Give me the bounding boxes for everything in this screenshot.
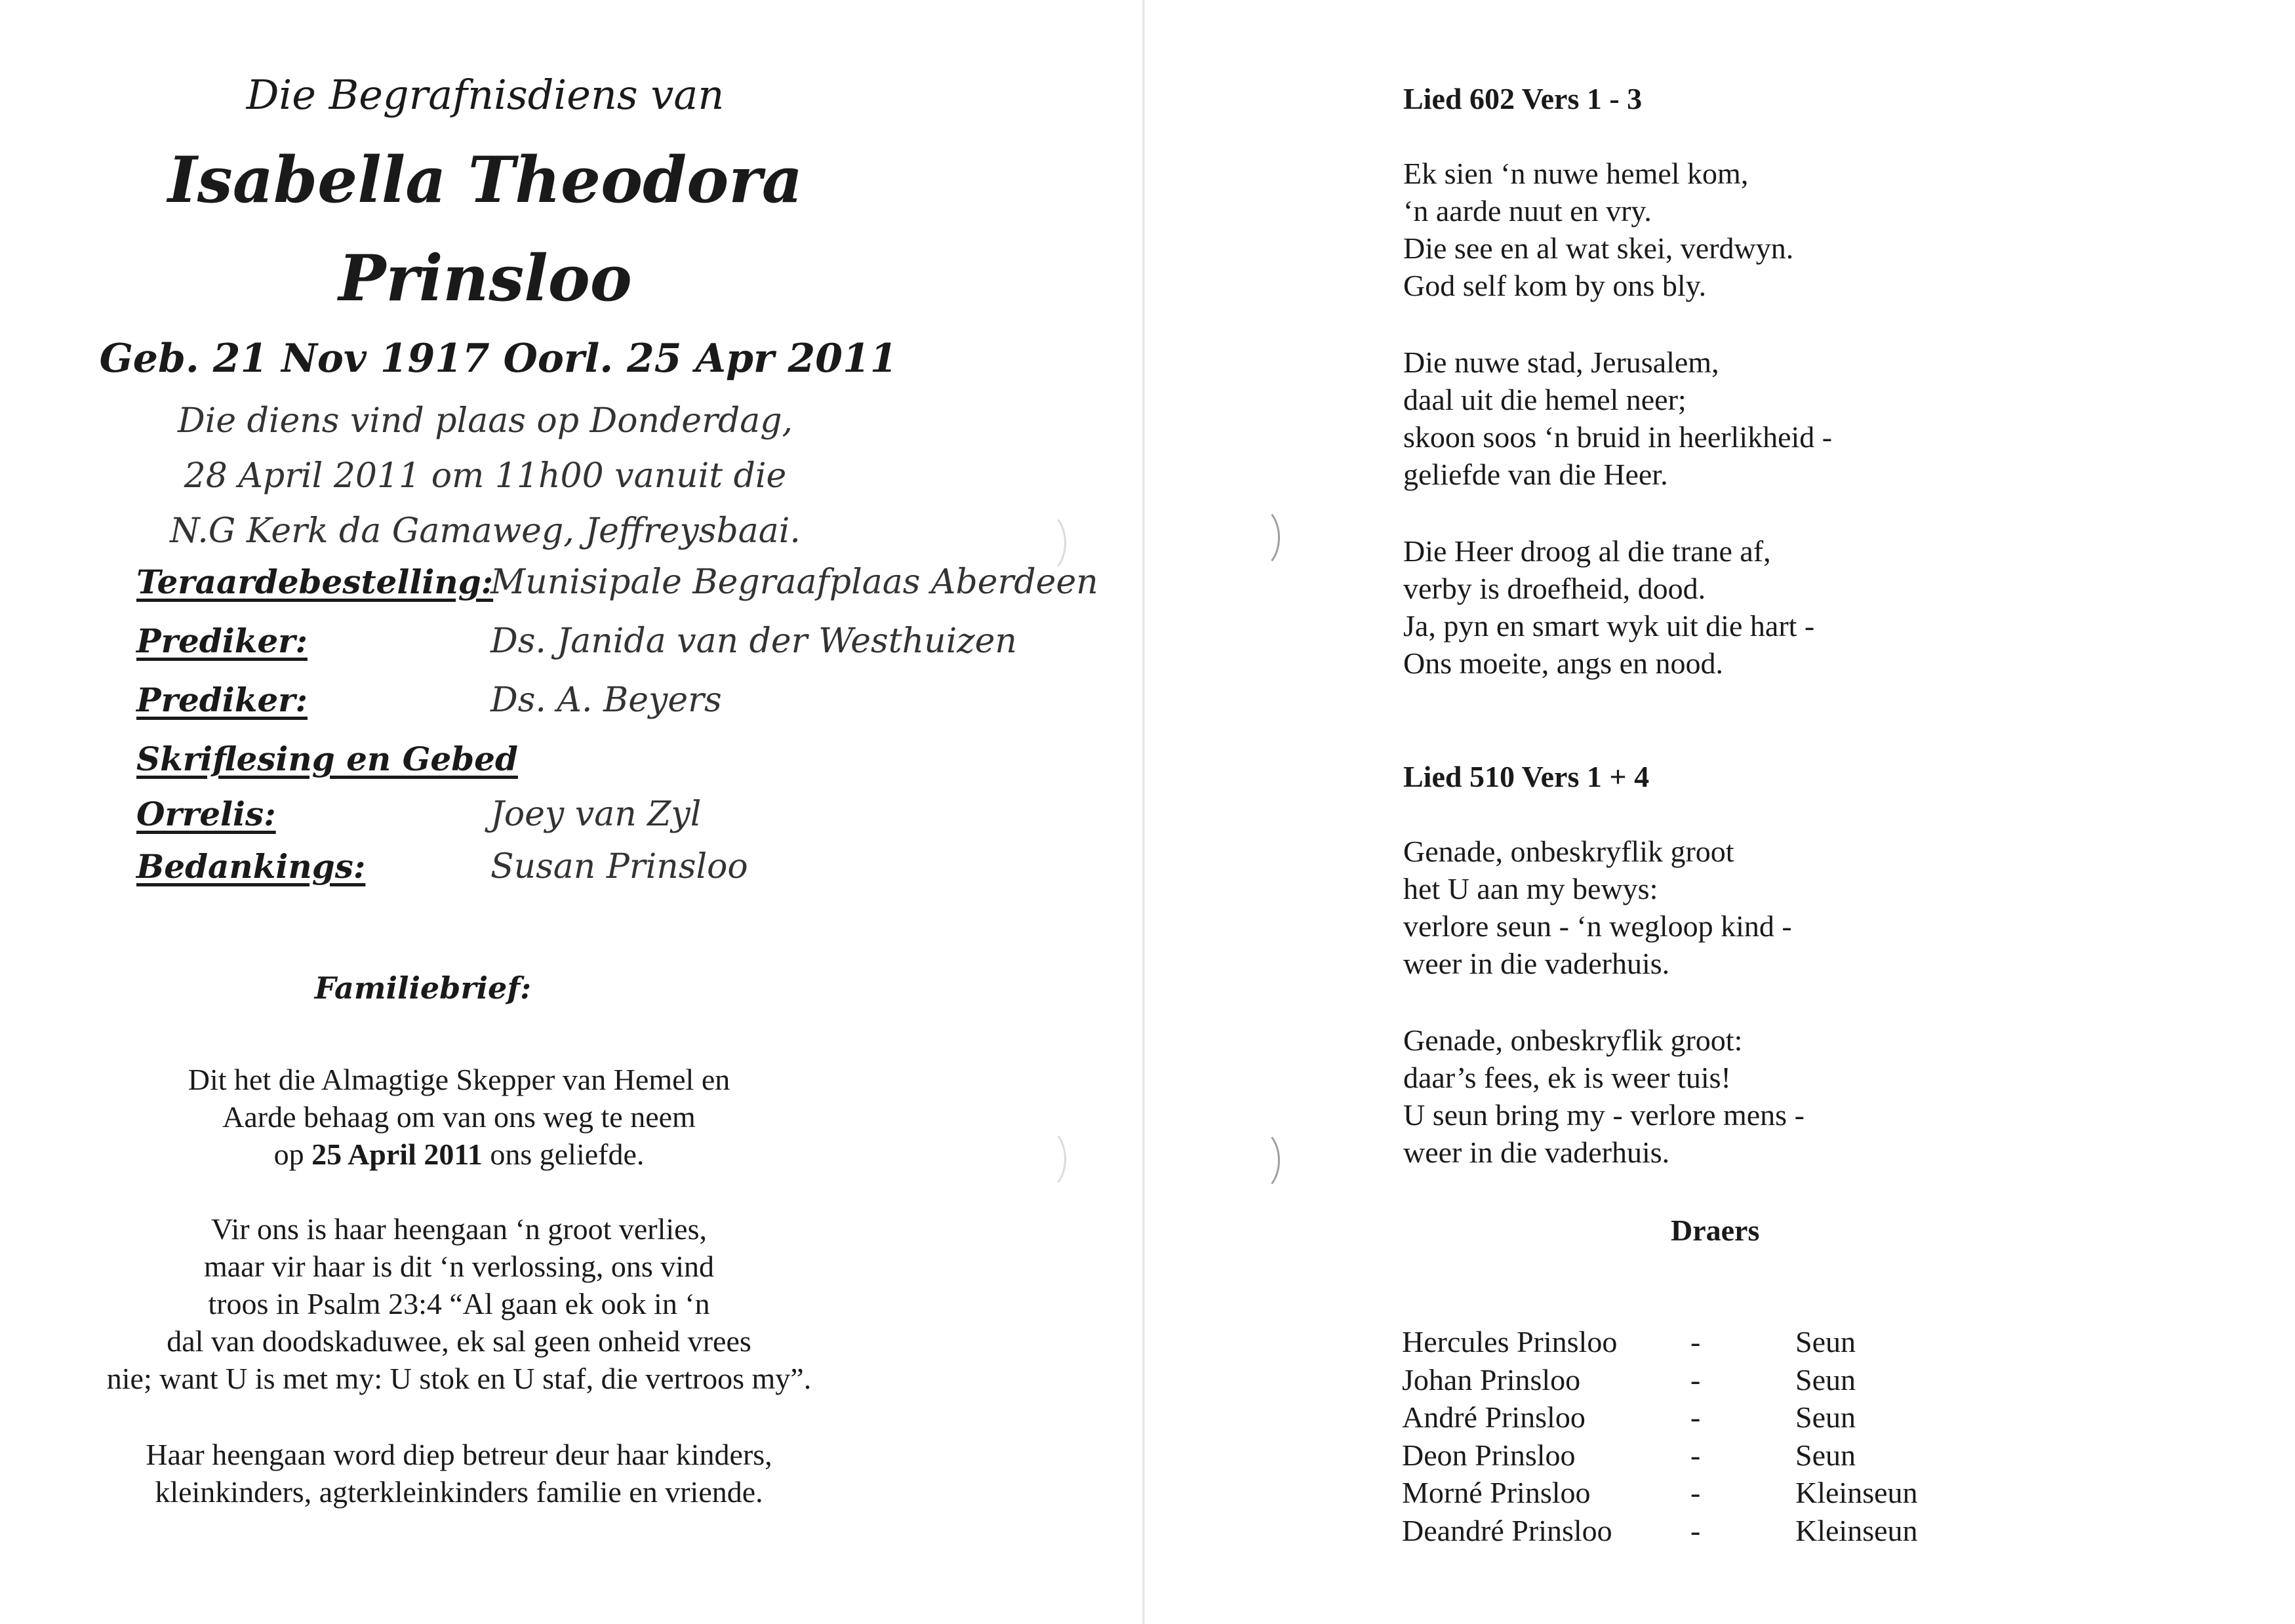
- bearer-name: Hercules Prinsloo: [1402, 1325, 1618, 1358]
- text-span: ons geliefde.: [482, 1138, 645, 1171]
- verse-line: Die Heer droog al die trane af,: [1403, 534, 1771, 568]
- bearers-heading: Draers: [1671, 1214, 1760, 1247]
- family-paragraph-1: [0, 1061, 918, 1173]
- paragraph-line: Dit het die Almagtige Skepper van Hemel en: [188, 1063, 730, 1096]
- song-verse: [1403, 344, 1832, 493]
- left-page: [0, 0, 1142, 1624]
- paragraph-line: troos in Psalm 23:4 “Al gaan ek ook in ‘n: [208, 1287, 710, 1320]
- bearer-relation: Seun: [1795, 1362, 1856, 1396]
- deceased-name-line1: Isabella Theodora: [167, 143, 803, 217]
- role-value: Ds. A. Beyers: [490, 681, 722, 720]
- verse-line: ‘n aarde nuut en vry.: [1403, 194, 1652, 228]
- bearer-relation: Kleinseun: [1795, 1476, 1918, 1509]
- paragraph-line: Haar heengaan word diep betreur deur haar kinders,: [146, 1438, 772, 1471]
- role-value: Ds. Janida van der Westhuizen: [490, 622, 1017, 661]
- verse-line: Ja, pyn en smart wyk uit die hart -: [1403, 609, 1815, 643]
- verse-line: Die see en al wat skei, verdwyn.: [1403, 231, 1794, 265]
- paragraph-line: nie; want U is met my: U stok en U staf, die vertroos my”.: [106, 1362, 812, 1395]
- verse-line: verby is droefheid, dood.: [1403, 572, 1706, 605]
- bearer-separator: -: [1690, 1325, 1701, 1358]
- punch-hole-mark: [1237, 506, 1280, 569]
- service-line: Die diens vind plaas op Donderdag,: [177, 401, 793, 441]
- bearer-separator: -: [1690, 1476, 1701, 1509]
- verse-line: het U aan my bewys:: [1403, 872, 1658, 905]
- family-letter-heading: Familiebrief:: [314, 970, 532, 1006]
- verse-line: weer in die vaderhuis.: [1403, 947, 1670, 980]
- bearer-relation: Seun: [1795, 1400, 1856, 1434]
- verse-line: weer in die vaderhuis.: [1403, 1136, 1670, 1169]
- paragraph-line: [0, 1136, 918, 1173]
- bearer-separator: -: [1690, 1513, 1701, 1547]
- verse-line: daar’s fees, ek is weer tuis!: [1403, 1061, 1731, 1094]
- punch-hole-mark: [1023, 511, 1066, 574]
- bearer-relation: Seun: [1795, 1325, 1856, 1358]
- family-paragraph-2: [0, 1210, 918, 1397]
- birth-death-dates: Geb. 21 Nov 1917 Oorl. 25 Apr 2011: [99, 336, 898, 382]
- bearer-separator: -: [1690, 1400, 1701, 1434]
- bearer-separator: -: [1690, 1438, 1701, 1472]
- role-label: Prediker:: [136, 622, 308, 660]
- role-label: Bedankings:: [136, 847, 366, 886]
- song-verse: [1403, 1021, 1805, 1171]
- verse-line: skoon soos ‘n bruid in heerlikheid -: [1403, 420, 1833, 454]
- verse-line: geliefde van die Heer.: [1403, 458, 1668, 491]
- bearer-name: Morné Prinsloo: [1402, 1476, 1591, 1509]
- bearer-name: André Prinsloo: [1402, 1400, 1586, 1434]
- verse-line: Genade, onbeskryflik groot: [1403, 835, 1734, 868]
- bearer-name: Deandré Prinsloo: [1402, 1513, 1612, 1547]
- text-span: op: [273, 1138, 312, 1171]
- verse-line: daal uit die hemel neer;: [1403, 383, 1686, 416]
- verse-line: Ek sien ‘n nuwe hemel kom,: [1403, 157, 1749, 190]
- paragraph-line: maar vir haar is dit ‘n verlossing, ons vind: [203, 1250, 715, 1283]
- deceased-name-line2: Prinsloo: [338, 241, 632, 315]
- service-line: N.G Kerk da Gamaweg, Jeffreysbaai.: [170, 511, 801, 551]
- song-verse: [1403, 833, 1792, 982]
- verse-line: verlore seun - ‘n wegloop kind -: [1403, 909, 1792, 943]
- role-label: Teraardebestelling:: [136, 563, 494, 601]
- right-page: [1145, 0, 2295, 1624]
- bearer-name: Deon Prinsloo: [1402, 1438, 1576, 1472]
- service-line: 28 April 2011 om 11h00 vanuit die: [184, 456, 787, 496]
- verse-line: U seun bring my - verlore mens -: [1403, 1098, 1805, 1132]
- verse-line: Genade, onbeskryflik groot:: [1403, 1023, 1743, 1057]
- paragraph-line: dal van doodskaduwee, ek sal geen onheid vrees: [167, 1324, 751, 1358]
- song-heading: Lied 602 Vers 1 - 3: [1403, 82, 1643, 115]
- verse-line: Ons moeite, angs en nood.: [1403, 646, 1724, 680]
- punch-hole-mark: [1023, 1128, 1066, 1191]
- punch-hole-mark: [1237, 1129, 1280, 1192]
- song-verse: [1403, 532, 1814, 682]
- paragraph-line: Vir ons is haar heengaan ‘n groot verlies,: [211, 1212, 707, 1246]
- bearer-relation: Seun: [1795, 1438, 1856, 1472]
- bearer-name: Johan Prinsloo: [1402, 1362, 1581, 1396]
- role-label: Prediker:: [136, 681, 308, 719]
- bearer-separator: -: [1690, 1362, 1701, 1396]
- verse-line: Die nuwe stad, Jerusalem,: [1403, 346, 1719, 379]
- family-paragraph-3: [0, 1436, 918, 1511]
- paragraph-line: kleinkinders, agterkleinkinders familie en vriende.: [155, 1475, 763, 1509]
- bearer-relation: Kleinseun: [1795, 1513, 1918, 1547]
- paragraph-line: Aarde behaag om van ons weg te neem: [222, 1100, 696, 1134]
- song-heading: Lied 510 Vers 1 + 4: [1403, 760, 1650, 793]
- verse-line: God self kom by ons bly.: [1403, 269, 1707, 302]
- role-value: Susan Prinsloo: [490, 847, 748, 886]
- role-value: Joey van Zyl: [490, 795, 702, 834]
- role-label: Orrelis:: [136, 795, 276, 833]
- song-verse: [1403, 155, 1793, 304]
- role-value: Munisipale Begraafplaas Aberdeen: [490, 563, 1098, 602]
- date-highlight: 25 April 2011: [311, 1138, 483, 1171]
- role-label: Skriflesing en Gebed: [136, 740, 518, 778]
- intro-title: Die Begrafnisdiens van: [246, 71, 725, 119]
